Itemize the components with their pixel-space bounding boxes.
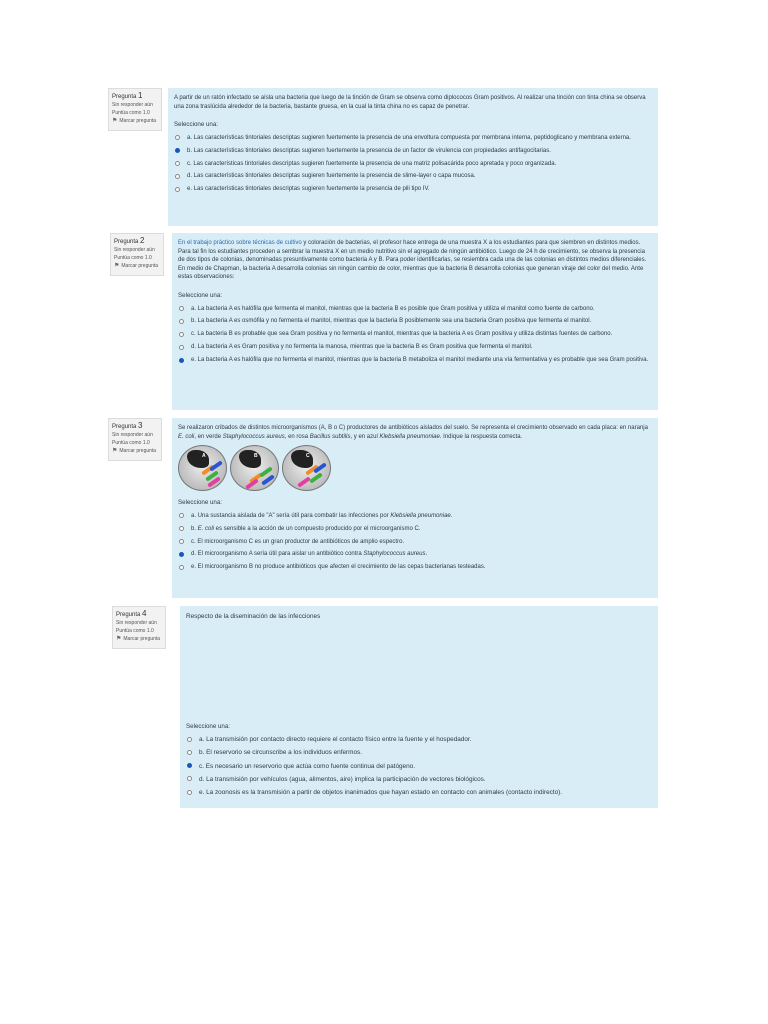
radio-button[interactable]: [175, 135, 180, 140]
option-label: d. Las características tintoriales descriptas sugieren fuertemente la presencia de slime-layer o capa mucosa.: [187, 173, 476, 180]
option-label: d. La transmisión por vehículos (agua, alimentos, aire) implica la participación de vectores biológicos.: [199, 775, 486, 783]
option-label: b. Las características tintoriales descriptas sugieren fuertemente la presencia de un factor de virulencia con propiedades antifagocitarias.: [187, 147, 551, 154]
question-status: Sin responder aún: [116, 620, 157, 626]
option-a[interactable]: [174, 134, 652, 143]
option-d[interactable]: [178, 550, 652, 559]
flag-icon: ⚑: [112, 448, 118, 454]
question-number: Pregunta 3: [112, 421, 143, 430]
radio-button[interactable]: [179, 565, 184, 570]
option-label: c. Es necesario un reservorio que actúa como fuente continua del patógeno.: [199, 762, 415, 770]
option-d[interactable]: [174, 172, 652, 181]
question-score: Puntúa como 1.0: [116, 628, 154, 634]
question-body-2: [172, 233, 658, 410]
option-a[interactable]: [186, 735, 652, 744]
option-label: a. Las características tintoriales descriptas sugieren fuertemente la presencia de una envoltura compuesta por membrana interna, peptidoglicano y membrana externa.: [187, 134, 631, 141]
radio-button[interactable]: [175, 148, 180, 153]
radio-button[interactable]: [179, 552, 184, 557]
radio-button[interactable]: [179, 513, 184, 518]
option-label: b. E. coli es sensible a la acción de un compuesto producido por el microorganismo C.: [191, 525, 421, 532]
radio-button[interactable]: [179, 345, 184, 350]
option-label: d. El microorganismo A sería útil para aislar un antibiótico contra Staphylococcus aureus.: [191, 551, 428, 558]
question-body-3: [172, 418, 658, 598]
option-label: c. Las características tintoriales descriptas sugieren fuertemente la presencia de una matriz polisacárida poco apretada y poco organizada.: [187, 160, 557, 167]
option-e[interactable]: [178, 563, 652, 572]
question-status: Sin responder aún: [112, 102, 153, 108]
select-one-label: Seleccione una:: [178, 291, 223, 299]
radio-button[interactable]: [175, 187, 180, 192]
question-score: Puntúa como 1.0: [112, 440, 150, 446]
radio-button[interactable]: [187, 750, 192, 755]
option-a[interactable]: [178, 512, 652, 521]
option-label: a. La bacteria A es halófila que fermenta el manitol, mientras que la bacteria B es posible que Gram positiva y utiliza el manitol como fuente de carbono.: [191, 305, 595, 312]
option-b[interactable]: [186, 748, 652, 757]
question-number: Pregunta 4: [116, 609, 147, 618]
option-c[interactable]: [174, 160, 652, 169]
question-info-3: [108, 418, 162, 461]
question-info-1: [108, 88, 162, 131]
option-label: e. Las características tintoriales descriptas sugieren fuertemente la presencia de pili tipo IV.: [187, 186, 430, 193]
option-b[interactable]: [178, 525, 652, 534]
options-list: [186, 735, 652, 797]
radio-button[interactable]: [175, 161, 180, 166]
question-text: A partir de un ratón infectado se aísla una bacteria que luego de la tinción de Gram se observa como diplococos Gram positivos. Al realizar una tinción con tinta china se observa una zona traslúcida alrededor de la bacteria, bastante gruesa, en la cual la tinta china no es capaz de penetrar.: [174, 95, 646, 110]
question-status: Sin responder aún: [114, 247, 155, 253]
option-d[interactable]: [178, 343, 652, 352]
option-a[interactable]: [178, 305, 652, 314]
option-label: a. Una sustancia aislada de "A" sería útil para combatir las infecciones por Klebsiella pneumoniae.: [191, 512, 453, 519]
option-e[interactable]: [174, 185, 652, 194]
flag-icon: ⚑: [116, 636, 122, 642]
option-label: e. El microorganismo B no produce antibióticos que afecten el crecimiento de las cepas bacterianas testeadas.: [191, 564, 486, 571]
question-score: Puntúa como 1.0: [112, 110, 150, 116]
select-one-label: Seleccione una:: [174, 121, 219, 129]
radio-button[interactable]: [179, 319, 184, 324]
question-score: Puntúa como 1.0: [114, 255, 152, 261]
petri-dish-c: C: [282, 445, 331, 491]
question-body-1: [168, 88, 658, 226]
question-body-4: [180, 606, 658, 808]
question-status: Sin responder aún: [112, 432, 153, 438]
radio-button[interactable]: [187, 763, 192, 768]
radio-button[interactable]: [179, 539, 184, 544]
radio-button[interactable]: [187, 776, 192, 781]
radio-button[interactable]: [179, 358, 184, 363]
options-list: [174, 134, 652, 194]
question-text: Respecto de la diseminación de las infecciones: [186, 613, 321, 620]
radio-button[interactable]: [187, 790, 192, 795]
question-info-4: [112, 606, 166, 649]
question-info-2: [110, 233, 164, 276]
question-text: Se realizaron cribados de distintos microorganismos (A, B o C) productores de antibióticos aislados del suelo. Se representa el crecimiento observado en cada placa: en naranja E. coli, en verde Staphylococcus aureus, en rosa Bacillus subtilis, y en azul Klebsiella pneumoniae. Indique la respuesta correcta.: [178, 425, 648, 440]
radio-button[interactable]: [179, 332, 184, 337]
question-text: En el trabajo práctico sobre técnicas de cultivo y coloración de bacterias, el profesor hace entrega de una muestra X a los estudiantes para que siembren en distintos medios. Para tal fin los estudiantes proceden a sembrar la muestra X en un medio nutritivo sin el agregado de ningún antibiótico. Luego de 24 h de crecimiento, se observa la presencia de dos tipos de colonias, denominadas presuntivamente como bacteria A y B. Para poder identificarlas, se resiembra cada una de las colonias en distintos medios diferenciales. En medio de Chapman, la bacteria A desarrolla colonias sin ningún cambio de color, mientras que la bacteria B desarrolla colonias que generan viraje del color del medio. Ante estas observaciones:: [178, 240, 647, 281]
option-b[interactable]: [174, 147, 652, 156]
flag-icon: ⚑: [112, 118, 118, 124]
option-label: e. La zoonosis es la transmisión a partir de objetos inanimados que hayan estado en contacto con animales (contacto indirecto).: [199, 789, 563, 797]
options-list: [178, 305, 652, 365]
option-label: e. La bacteria A es halófila que no fermenta el manitol, mientras que la bacteria B metaboliza el manitol mediante una vía fermentativa y es probable que sea Gram positiva.: [191, 357, 649, 364]
option-e[interactable]: [186, 788, 652, 797]
flag-question-button[interactable]: ⚑ Marcar pregunta: [114, 263, 159, 269]
option-c[interactable]: [178, 330, 652, 339]
question-number: Pregunta 2: [114, 236, 145, 245]
option-label: b. El reservorio se circunscribe a los individuos enfermos.: [199, 749, 363, 757]
question-number: Pregunta 1: [112, 91, 143, 100]
option-c[interactable]: [186, 762, 652, 771]
option-label: d. La bacteria A es Gram positiva y no fermenta la manosa, mientras que la bacteria B es Gram positiva que fermenta el manitol.: [191, 344, 533, 351]
option-c[interactable]: [178, 538, 652, 547]
option-label: c. La bacteria B es probable que sea Gram positiva y no fermenta el manitol, mientras que la bacteria A es Gram positiva y utiliza distintas fuentes de carbono.: [191, 331, 613, 338]
petri-dish-images: [178, 445, 652, 491]
petri-dish-b: B: [230, 445, 279, 491]
question-link[interactable]: En el trabajo práctico sobre técnicas de cultivo: [178, 240, 302, 246]
select-one-label: Seleccione una:: [178, 499, 223, 507]
option-b[interactable]: [178, 317, 652, 326]
petri-dish-a: A: [178, 445, 227, 491]
option-d[interactable]: [186, 775, 652, 784]
option-label: c. El microorganismo C es un gran productor de antibióticos de amplio espectro.: [191, 538, 405, 545]
flag-question-button[interactable]: ⚑ Marcar pregunta: [112, 118, 157, 124]
flag-icon: ⚑: [114, 263, 120, 269]
option-e[interactable]: [178, 356, 652, 365]
radio-button[interactable]: [175, 174, 180, 179]
options-list: [178, 512, 652, 572]
radio-button[interactable]: [179, 526, 184, 531]
option-label: b. La bacteria A es osmófila y no fermenta el manitol, mientras que la bacteria B posiblemente sea una bacteria Gram positiva que fermenta el manitol.: [191, 318, 592, 325]
radio-button[interactable]: [179, 306, 184, 311]
radio-button[interactable]: [187, 737, 192, 742]
flag-question-button[interactable]: ⚑ Marcar pregunta: [116, 636, 161, 642]
select-one-label: Seleccione una:: [186, 723, 231, 730]
option-label: a. La transmisión por contacto directo requiere el contacto físico entre la fuente y el hospedador.: [199, 736, 472, 743]
flag-question-button[interactable]: ⚑ Marcar pregunta: [112, 448, 157, 454]
